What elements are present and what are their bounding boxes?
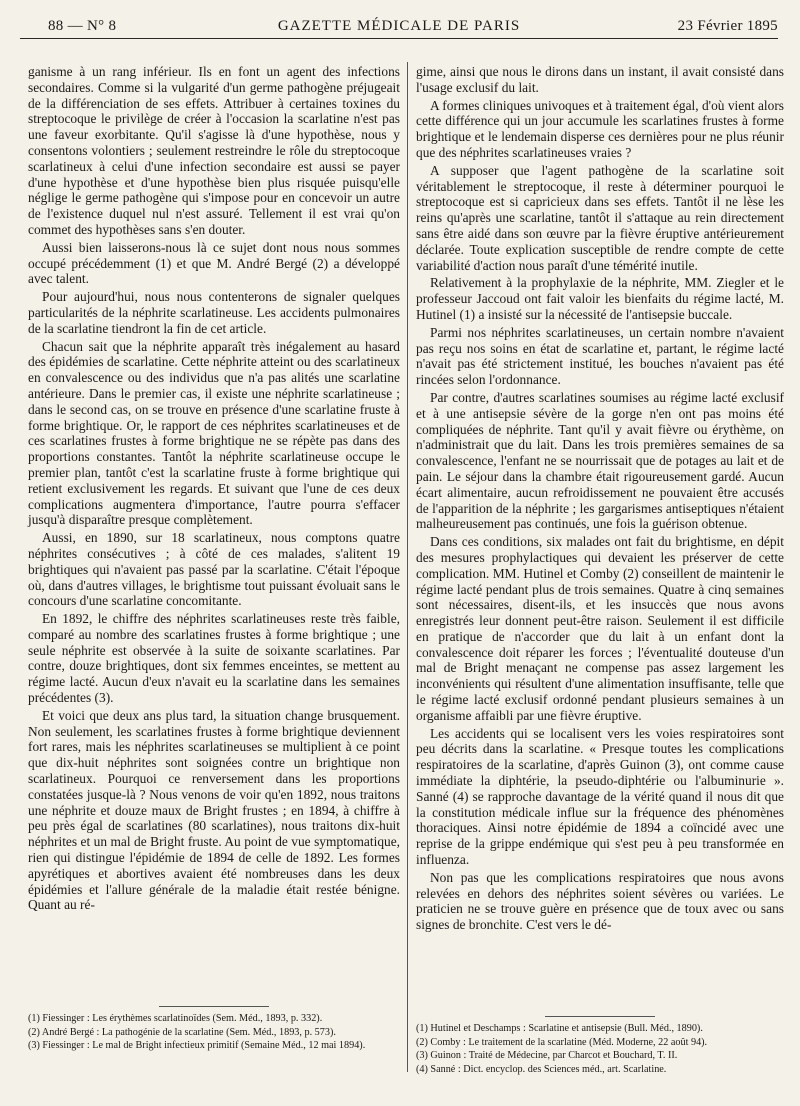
paragraph: Parmi nos néphrites scarlatineuses, un certain nombre n'avaient pas reçu nos soins en état de scarlatine et, partant, le régime lacté n'avait pas été strictement institué, les bouches n'avaient pas été rincées selon l'ordonnance.	[416, 324, 784, 388]
paragraph: Aussi, en 1890, sur 18 scarlatineux, nous comptons quatre néphrites consécutives ; à côté de ces malades, s'alitent 19 brightiques qui n'avaient pas passé par la scarlatine. C'était l'époque où, dans d'autres villages, le brightisme tout puissant évoluait sans le concours d'une scarlatine concomitante.	[28, 530, 400, 609]
footnotes-right	[416, 1016, 784, 1077]
paragraph: A formes cliniques univoques et à traitement égal, d'où vient alors cette différence qui un jour accumule les scarlatines frustes à forme brightique et le lendemain disperse ces dernières pour ne plus réunir que des néphrites scarlatineuses vraies ?	[416, 97, 784, 160]
paragraph: Pour aujourd'hui, nous nous contenterons de signaler quelques particularités de la néphrite scarlatineuse. Les accidents pulmonaires de la scarlatine tiendront la fin de cet article.	[28, 289, 400, 336]
paragraph: Relativement à la prophylaxie de la néphrite, MM. Ziegler et le professeur Jaccoud ont fait valoir les bienfaits du régime lacté, M. Hutinel (1) a insisté sur la nécessité de l'antisepsie buccale.	[416, 275, 784, 322]
footnote: (4) Sanné : Dict. encyclop. des Sciences méd., art. Scarlatine.	[416, 1063, 667, 1075]
issue-date: 23 Février 1895	[677, 18, 778, 34]
page-number: 88 — N° 8	[48, 18, 117, 34]
footnote: (2) André Bergé : La pathogénie de la scarlatine (Sem. Méd., 1893, p. 573).	[28, 1026, 336, 1038]
page-header	[20, 14, 778, 39]
left-column	[28, 64, 400, 915]
journal-title: GAZETTE MÉDICALE DE PARIS	[277, 18, 521, 34]
right-column	[416, 64, 784, 935]
paragraph: Les accidents qui se localisent vers les voies respiratoires sont peu décrits dans la scarlatine. « Presque toutes les complications respiratoires de la scarlatine, d'après Guinon (3), ont comme cause immédiate la diphtérie, la pseudo-diphtérie ou l'albuminurie ». Sanné (4) se rapproche davantage de la vérité quand il nous dit que la constitution médicale influe sur la fréquence des phénomènes thoraciques. Ainsi notre épidémie de 1894 a coïncidé avec une reprise de la grippe endémique qui s'est peu à peu transformée en influenza.	[416, 725, 784, 868]
paragraph: Et voici que deux ans plus tard, la situation change brusquement. Non seulement, les scarlatines frustes à forme brightique deviennent fort rares, mais les néphrites scarlatineuses se multiplient à ce point que dix-huit néphrites sont soignées contre un brightique non scarlatineux. Pourquoi ce renversement dans les proportions constatées jusque-là ? Nous venons de voir qu'en 1892, nous traitons une néphrite et douze maux de Bright frustes ; en 1894, à chiffre à peu près égal de scarlatines (80 scarlatines), nous traitons dix-huit néphrites et un mal de Bright fruste. Au point de vue symptomatique, rien qui distingue l'épidémie de 1894 de celle de 1892. Les formes apyrétiques et abortives avaient été nombreuses dans les deux épidémies et l'allure générale de la maladie était restée bénigne. Quant au ré-	[28, 707, 400, 913]
footnote: (3) Guinon : Traité de Médecine, par Charcot et Bouchard, T. II.	[416, 1050, 678, 1062]
paragraph: Chacun sait que la néphrite apparaît très inégalement au hasard des épidémies de scarlatine. Cette néphrite atteint ou des scarlatineux en convalescence ou des individus que n'a pas alités une scarlatine antérieure. Dans le premier cas, il existe une néphrite scarlatineuse ; dans le second cas, on se trouve en présence d'une scarlatine fruste à forme brightique. Or, le rapport de ces néphrites scarlatineuses et de ces scarlatines frustes à forme brightique ne se répète pas dans des proportions constantes. Tantôt la néphrite scarlatineuse occupe le premier plan, tantôt c'est la scarlatine fruste à forme brightique qui retient exclusivement les regards. Et suivant que l'une de ces deux complications augmentera d'importance, l'autre pourra s'effacer jusqu'à disparaître presque complètement.	[28, 338, 400, 528]
column-divider	[407, 62, 408, 1072]
footnote: (1) Fiessinger : Les érythèmes scarlatinoïdes (Sem. Méd., 1893, p. 332).	[28, 1013, 323, 1024]
paragraph: A supposer que l'agent pathogène de la scarlatine soit véritablement le streptocoque, il reste à déterminer pourquoi le streptocoque est si capricieux dans ses effets. Tantôt il ne lèse les reins qu'après une scarlatine, tantôt il s'attaque au rein directement sans être aidé dans son œuvre par la fièvre éruptive antérieurement déclarée. Toute explication susceptible de rendre compte de cette variabilité d'action nous paraît d'une témérité inutile.	[416, 162, 784, 273]
paragraph: ganisme à un rang inférieur. Ils en font un agent des infections secondaires. Comme si la vulgarité d'un germe pathogène préjugeait de la différenciation de ses effets. Attribuer à certaines toxines du streptocoque le privilège de créer à l'occasion la scarlatine n'est pas une faveur exorbitante. Qu'il s'agisse là d'une hypothèse, nous y consentons volontiers ; seulement restreindre le rôle du streptocoque scarlatineux à celui d'une infection secondaire est aussi se payer d'une hypothèse et d'une hypothèse bien plus risquée puisqu'elle néglige le germe pathogène qui s'impose pour en concevoir un autre de l'existence duquel nul n'est assuré. Tellement il est vrai qu'on commet des hypothèses sans s'en douter.	[28, 64, 400, 237]
footnotes-left	[28, 1006, 400, 1054]
footnote: (3) Fiessinger : Le mal de Bright infectieux primitif (Semaine Méd., 12 mai 1894).	[28, 1040, 366, 1052]
footnote-rule	[159, 1006, 269, 1007]
footnote: (1) Hutinel et Deschamps : Scarlatine et antisepsie (Bull. Méd., 1890).	[416, 1023, 703, 1034]
paragraph: Par contre, d'autres scarlatines soumises au régime lacté exclusif et à une antisepsie sévère de la gorge n'en ont pas moins été compliquées de néphrite. Tant qu'il y avait fièvre ou érythème, on n'administrait que du lait. Dans les trois premières semaines de sa convalescence, l'enfant ne se nourrissait que de potages au lait et de pain. Le séjour dans la chambre était rigoureusement gardé. Aucun écart alimentaire, aucun refroidissement ne pouvaient être accusés de l'apparition de la néphrite ; les gargarismes antiseptiques n'étaient malheureusement pas continués, une fois la guérison obtenue.	[416, 389, 784, 532]
footnote: (2) Comby : Le traitement de la scarlatine (Méd. Moderne, 22 août 94).	[416, 1036, 708, 1048]
paragraph: En 1892, le chiffre des néphrites scarlatineuses reste très faible, comparé au nombre des scarlatines frustes à forme brightique ; une seule néphrite est observée à la suite de soixante scarlatines. Par contre, douze brightiques, dont six femmes enceintes, se mettent au régime lacté. Aucun d'eux n'avait eu la scarlatine dans les semaines précédentes (3).	[28, 611, 400, 706]
footnote-rule	[545, 1016, 655, 1017]
paragraph: gime, ainsi que nous le dirons dans un instant, il avait consisté dans l'usage exclusif du lait.	[416, 64, 784, 95]
paragraph: Non pas que les complications respiratoires que nous avons relevées en dehors des néphrites soient sévères ou variées. Le praticien ne se trouve guère en présence que de toux avec ou sans signes de bronchite. C'est vers le dé-	[416, 869, 784, 933]
paragraph: Aussi bien laisserons-nous là ce sujet dont nous nous sommes occupé précédemment (1) et que M. André Bergé (2) a développé avec talent.	[28, 239, 400, 287]
paragraph: Dans ces conditions, six malades ont fait du brightisme, en dépit des mesures prophylactiques qui devaient les préserver de cette complication. MM. Hutinel et Comby (2) conseillent de maintenir le régime lacté pendant plus de trois semaines. Quatre à cinq semaines sont nécessaires, disent-ils, et les insuccès que nous avons enregistrés leur donnent peut-être raison. Seulement il est difficile en pratique de n'accorder que du lait à un enfant dont la convalescence doit réparer les forces ; l'éventualité douteuse d'un mal de Bright menaçant ne compense pas assez largement les inconvénients qui résultent d'une alimentation insuffisante, telle que le régime lacté exclusif ordonné pendant plusieurs semaines à un organisme affaibli par une fièvre éruptive.	[416, 534, 784, 723]
